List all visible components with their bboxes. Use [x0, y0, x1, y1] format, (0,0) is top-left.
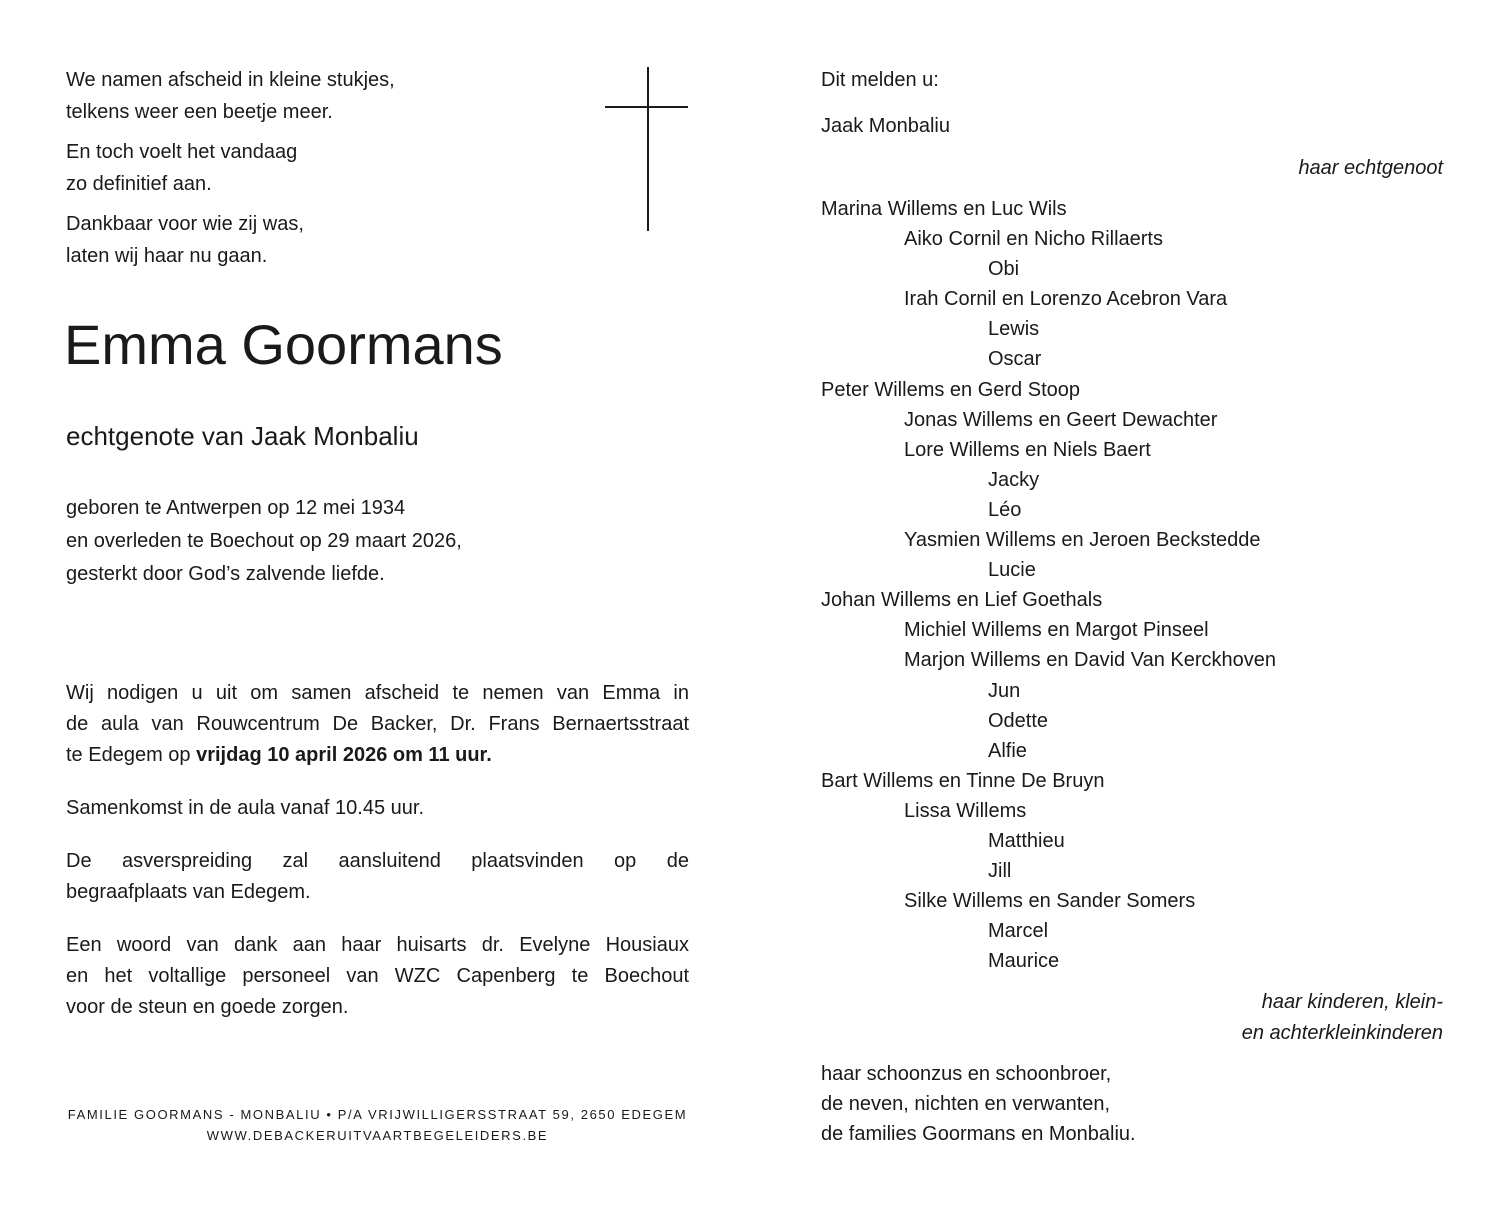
child-couple: Marina Willems en Luc Wils — [821, 198, 1067, 220]
thanks-row: en het voltallige personeel van WZC Capenberg te Boechout — [66, 965, 689, 987]
poem — [66, 64, 689, 272]
children-role-line: en achterkleinkinderen — [1241, 1022, 1443, 1044]
cross-icon — [605, 67, 688, 231]
grandchild-entry: Marjon Willems en David Van Kerckhoven — [904, 649, 1277, 672]
poem-stanza — [66, 136, 689, 200]
footer — [66, 1104, 689, 1146]
family-address: FAMILIE GOORMANS - MONBALIU • P/A VRIJWILLIGERSSTRAAT 59, 2650 EDEGEM — [67, 1107, 688, 1122]
date-line: en overleden te Boechout op 29 maart 2026, — [66, 530, 462, 552]
grandchild-entry: Jonas Willems en Geert Dewachter — [904, 408, 1218, 431]
ashes-paragraph — [66, 846, 689, 908]
invitation-row: de aula van Rouwcentrum De Backer, Dr. Frans Bernaertsstraat — [66, 713, 689, 735]
child-couple: Bart Willems en Tinne De Bruyn — [821, 769, 1105, 792]
grandchild-entry: Yasmien Willems en Jeroen Beckstedde — [904, 529, 1261, 552]
children-role-line: haar kinderen, klein- — [1261, 991, 1443, 1013]
grandchild-entry: Irah Cornil en Lorenzo Acebron Vara — [904, 288, 1228, 311]
other-relatives — [821, 1059, 1136, 1149]
great-grandchild-name: Maurice — [988, 950, 1060, 973]
invitation — [66, 678, 689, 1045]
cross-horizontal-bar — [605, 106, 688, 108]
thanks-row: Een woord van dank aan haar huisarts dr. Evelyne Housiaux — [66, 934, 689, 956]
great-grandchild-name: Jun — [988, 679, 1021, 702]
invitation-paragraph — [66, 678, 689, 771]
poem-block — [66, 64, 689, 280]
grandchild-entry: Silke Willems en Sander Somers — [904, 890, 1196, 913]
grandchild-entry: Lore Willems en Niels Baert — [904, 438, 1151, 461]
relatives-line: de families Goormans en Monbaliu. — [821, 1123, 1136, 1145]
great-grandchild-name: Lucie — [988, 559, 1036, 582]
cross-vertical-bar — [647, 67, 649, 231]
grandchild-entry: Aiko Cornil en Nicho Rillaerts — [904, 228, 1163, 251]
invitation-row — [66, 740, 689, 771]
children-role — [1242, 987, 1443, 1049]
ashes-row: De asverspreiding zal aansluitend plaatsvinden op de — [66, 850, 689, 872]
great-grandchild-name: Lewis — [988, 318, 1040, 341]
poem-line: telkens weer een beetje meer. — [66, 101, 333, 123]
poem-line: En toch voelt het vandaag — [66, 141, 298, 163]
life-dates — [66, 492, 462, 591]
poem-line: We namen afscheid in kleine stukjes, — [66, 69, 395, 91]
family-list — [821, 194, 1443, 976]
ashes-row: begraafplaats van Edegem. — [66, 881, 311, 903]
poem-stanza — [66, 208, 689, 272]
great-grandchild-name: Jill — [988, 860, 1012, 883]
gathering-paragraph — [66, 793, 689, 824]
great-grandchild-name: Matthieu — [988, 829, 1065, 852]
great-grandchild-name: Obi — [988, 258, 1020, 281]
ceremony-datetime: vrijdag 10 april 2026 om 11 uur. — [196, 744, 492, 766]
website-link[interactable]: WWW.DEBACKERUITVAARTBEGELEIDERS.BE — [206, 1128, 549, 1143]
great-grandchild-name: Léo — [988, 498, 1022, 521]
thanks-paragraph — [66, 930, 689, 1023]
great-grandchild-name: Marcel — [988, 920, 1049, 943]
deceased-name: Emma Goormans — [64, 313, 503, 376]
announcement-intro: Dit melden u: — [821, 69, 939, 91]
gathering-text: Samenkomst in de aula vanaf 10.45 uur. — [66, 797, 425, 819]
thanks-row: voor de steun en goede zorgen. — [66, 996, 349, 1018]
spouse-line: echtgenote van Jaak Monbaliu — [66, 421, 419, 451]
great-grandchild-name: Oscar — [988, 348, 1042, 371]
date-line: geboren te Antwerpen op 12 mei 1934 — [66, 497, 406, 519]
great-grandchild-name: Jacky — [988, 468, 1040, 491]
child-couple: Peter Willems en Gerd Stoop — [821, 378, 1080, 401]
date-line: gesterkt door God’s zalvende liefde. — [66, 563, 385, 585]
relatives-line: haar schoonzus en schoonbroer, — [821, 1063, 1112, 1085]
poem-line: zo definitief aan. — [66, 173, 212, 195]
poem-line: laten wij haar nu gaan. — [66, 245, 268, 267]
grandchild-entry: Lissa Willems — [904, 799, 1027, 822]
great-grandchild-name: Odette — [988, 709, 1049, 732]
husband-role: haar echtgenoot — [1298, 157, 1443, 179]
relatives-line: de neven, nichten en verwanten, — [821, 1093, 1111, 1115]
grandchild-entry: Michiel Willems en Margot Pinseel — [904, 619, 1209, 642]
invitation-text: te Edegem op — [66, 744, 197, 766]
child-couple: Johan Willems en Lief Goethals — [821, 589, 1103, 612]
poem-line: Dankbaar voor wie zij was, — [66, 213, 304, 235]
great-grandchild-name: Alfie — [988, 739, 1027, 762]
invitation-row: Wij nodigen u uit om samen afscheid te nemen van Emma in — [66, 682, 689, 704]
husband-name: Jaak Monbaliu — [821, 115, 950, 137]
poem-stanza — [66, 64, 689, 128]
